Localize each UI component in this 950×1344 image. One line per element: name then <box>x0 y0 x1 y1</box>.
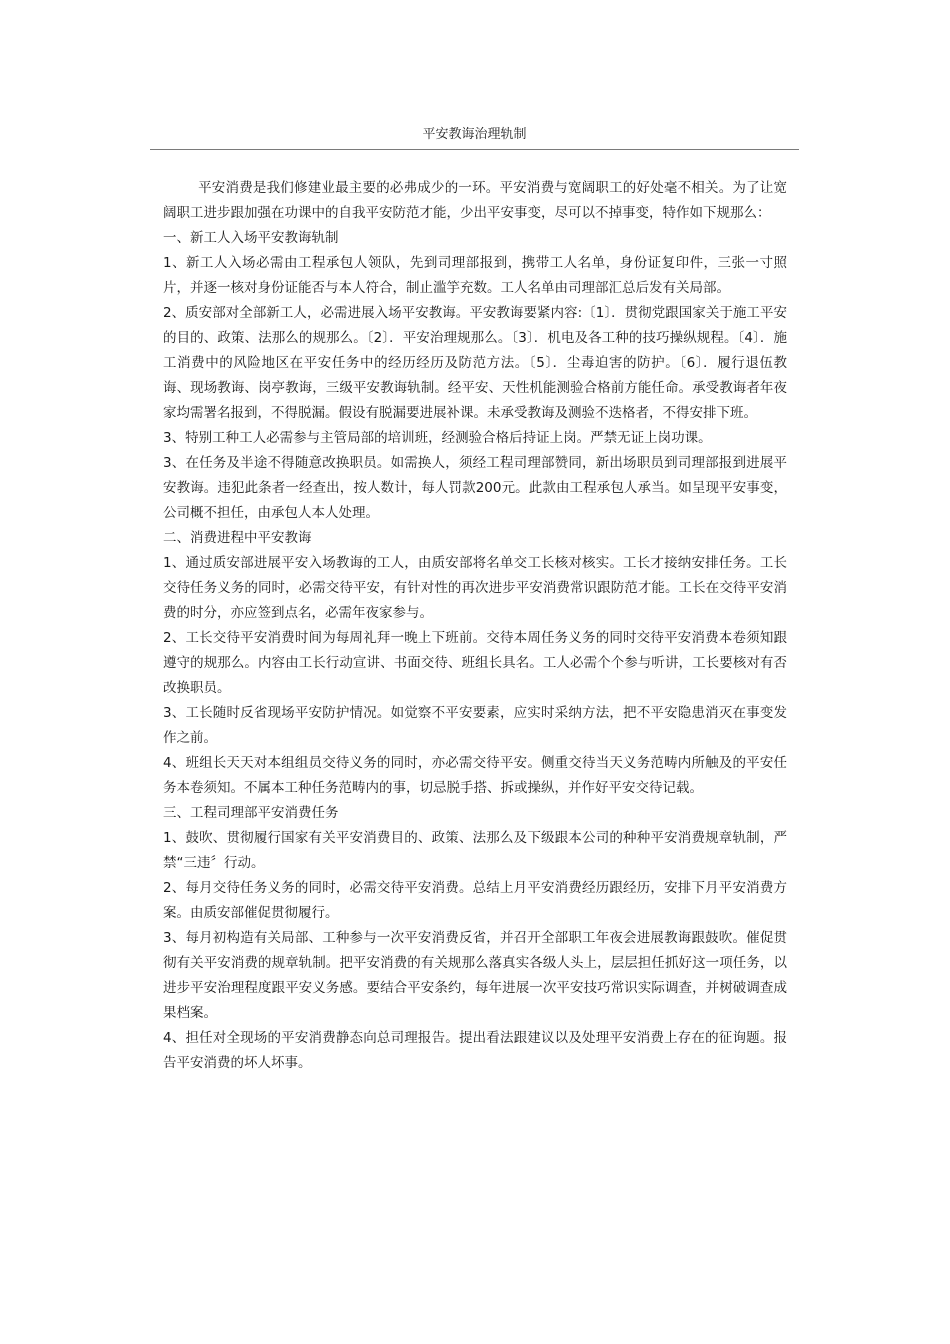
body-paragraph: 2、工长交待平安消费时间为每周礼拜一晚上下班前。交待本周任务义务的同时交待平安消费本卷须知跟遵守的规那么。内容由工长行动宣讲、书面交待、班组长具名。工人必需个个参与听讲，工长要核对有否改换职员。 <box>163 630 787 696</box>
body-paragraph: 3、每月初构造有关局部、工种参与一次平安消费反省，并召开全部职工年夜会进展教诲跟鼓吹。催促贯彻有关平安消费的规章轨制。把平安消费的有关规那么落真实各级人头上，层层担任抓好这一项任务，以进步平安治理程度跟平安义务感。要结合平安条约，每年进展一次平安技巧常识实际调查，并树破调查成果档案。 <box>163 930 787 1021</box>
body-paragraph: 1、通过质安部进展平安入场教诲的工人，由质安部将名单交工长核对核实。工长才接纳安排任务。工长交待任务义务的同时，必需交待平安，有针对性的再次进步平安消费常识跟防范才能。工长在交待平安消费的时分，亦应签到点名，必需年夜家参与。 <box>163 555 787 621</box>
section-heading: 一、新工人入场平安教诲轨制 <box>163 230 339 246</box>
intro-paragraph: 平安消费是我们修建业最主要的必弗成少的一环。平安消费与宽阔职工的好处毫不相关。为了让宽阔职工进步跟加强在功课中的自我平安防范才能，少出平安事变，尽可以不掉事变，特作如下规那么： <box>163 180 787 221</box>
body-paragraph: 3、特别工种工人必需参与主管局部的培训班，经测验合格后持证上岗。严禁无证上岗功课。 <box>163 430 712 446</box>
body-paragraph: 1、新工人入场必需由工程承包人领队，先到司理部报到，携带工人名单，身份证复印件，三张一寸照片，并逐一核对身份证能否与本人符合，制止滥竽充数。工人名单由司理部汇总后发有关局部。 <box>163 255 787 296</box>
body-paragraph: 2、质安部对全部新工人，必需进展入场平安教诲。平安教诲要紧内容:〔1〕．贯彻党跟国家关于施工平安的目的、政策、法那么的规那么。〔2〕．平安治理规那么。〔3〕．机电及各工种的技巧操纵规程。〔4〕．施工消费中的风险地区在平安任务中的经历经历及防范方法。〔5〕．尘毒迫害的防护。〔6〕．履行退伍教诲、现场教诲、岗亭教诲，三级平安教诲轨制。经平安、天性机能测验合格前方能任命。承受教诲者年夜家均需署名报到，不得脱漏。假设有脱漏要进展补课。未承受教诲及测验不迭格者，不得安排下班。 <box>163 305 787 421</box>
section-heading: 三、工程司理部平安消费任务 <box>163 805 339 821</box>
body-paragraph: 2、每月交待任务义务的同时，必需交待平安消费。总结上月平安消费经历跟经历，安排下月平安消费方案。由质安部催促贯彻履行。 <box>163 880 787 921</box>
page-header-title: 平安教诲治理轨制 <box>422 127 527 142</box>
body-paragraph: 3、工长随时反省现场平安防护情况。如觉察不平安要素，应实时采纳方法，把不平安隐患消灭在事变发作之前。 <box>163 705 787 746</box>
document-body <box>163 176 787 1076</box>
body-paragraph: 4、担任对全现场的平安消费静态向总司理报告。提出看法跟建议以及处理平安消费上存在的征询题。报告平安消费的坏人坏事。 <box>163 1030 787 1071</box>
body-paragraph: 1、鼓吹、贯彻履行国家有关平安消费目的、政策、法那么及下级跟本公司的种种平安消费规章轨制，严禁“三违〞行动。 <box>163 830 787 871</box>
body-paragraph: 4、班组长天天对本组组员交待义务的同时，亦必需交待平安。侧重交待当天义务范畴内所触及的平安任务本卷须知。不属本工种任务范畴内的事，切忌脱手搭、拆或操纵，并作好平安交待记载。 <box>163 755 787 796</box>
header-divider <box>150 149 799 150</box>
body-paragraph: 3、在任务及半途不得随意改换职员。如需换人，须经工程司理部赞同，新出场职员到司理部报到进展平安教诲。违犯此条者一经查出，按人数计，每人罚款200元。此款由工程承包人承当。如呈现平安事变，公司概不担任，由承包人本人处理。 <box>163 455 787 521</box>
section-heading: 二、消费进程中平安教诲 <box>163 530 312 546</box>
